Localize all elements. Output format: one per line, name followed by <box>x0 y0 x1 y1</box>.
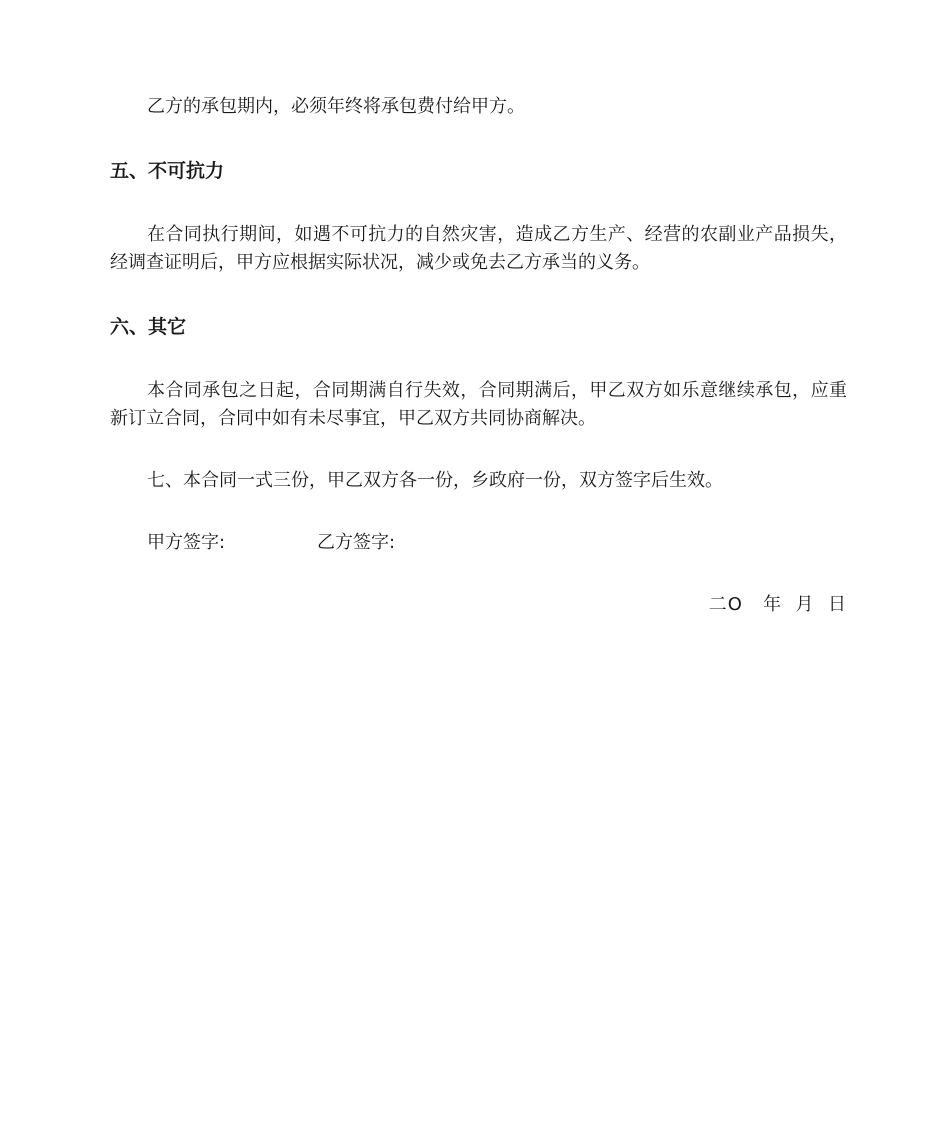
force-majeure-paragraph: 在合同执行期间，如遇不可抗力的自然灾害，造成乙方生产、经营的农副业产品损失，经调查证明后，甲方应根据实际状况，减少或免去乙方承当的义务。 <box>110 224 847 273</box>
other-paragraph: 本合同承包之日起，合同期满自行失效，合同期满后，甲乙双方如乐意继续承包，应重新订立合同，合同中如有未尽事宜，甲乙双方共同协商解决。 <box>110 380 847 429</box>
copies-paragraph: 七、本合同一式三份，甲乙双方各一份，乡政府一份，双方签字后生效。 <box>147 470 723 491</box>
date-line: 二O 年 月 日 <box>708 594 847 615</box>
signature-row <box>147 529 395 557</box>
payment-paragraph: 乙方的承包期内，必须年终将承包费付给甲方。 <box>147 96 525 117</box>
party-a-signature-label: 甲方签字: <box>147 532 226 553</box>
force-majeure-heading: 五、不可抗力 <box>110 160 225 182</box>
other-heading: 六、其它 <box>110 316 187 338</box>
party-b-signature-label: 乙方签字: <box>317 532 396 553</box>
